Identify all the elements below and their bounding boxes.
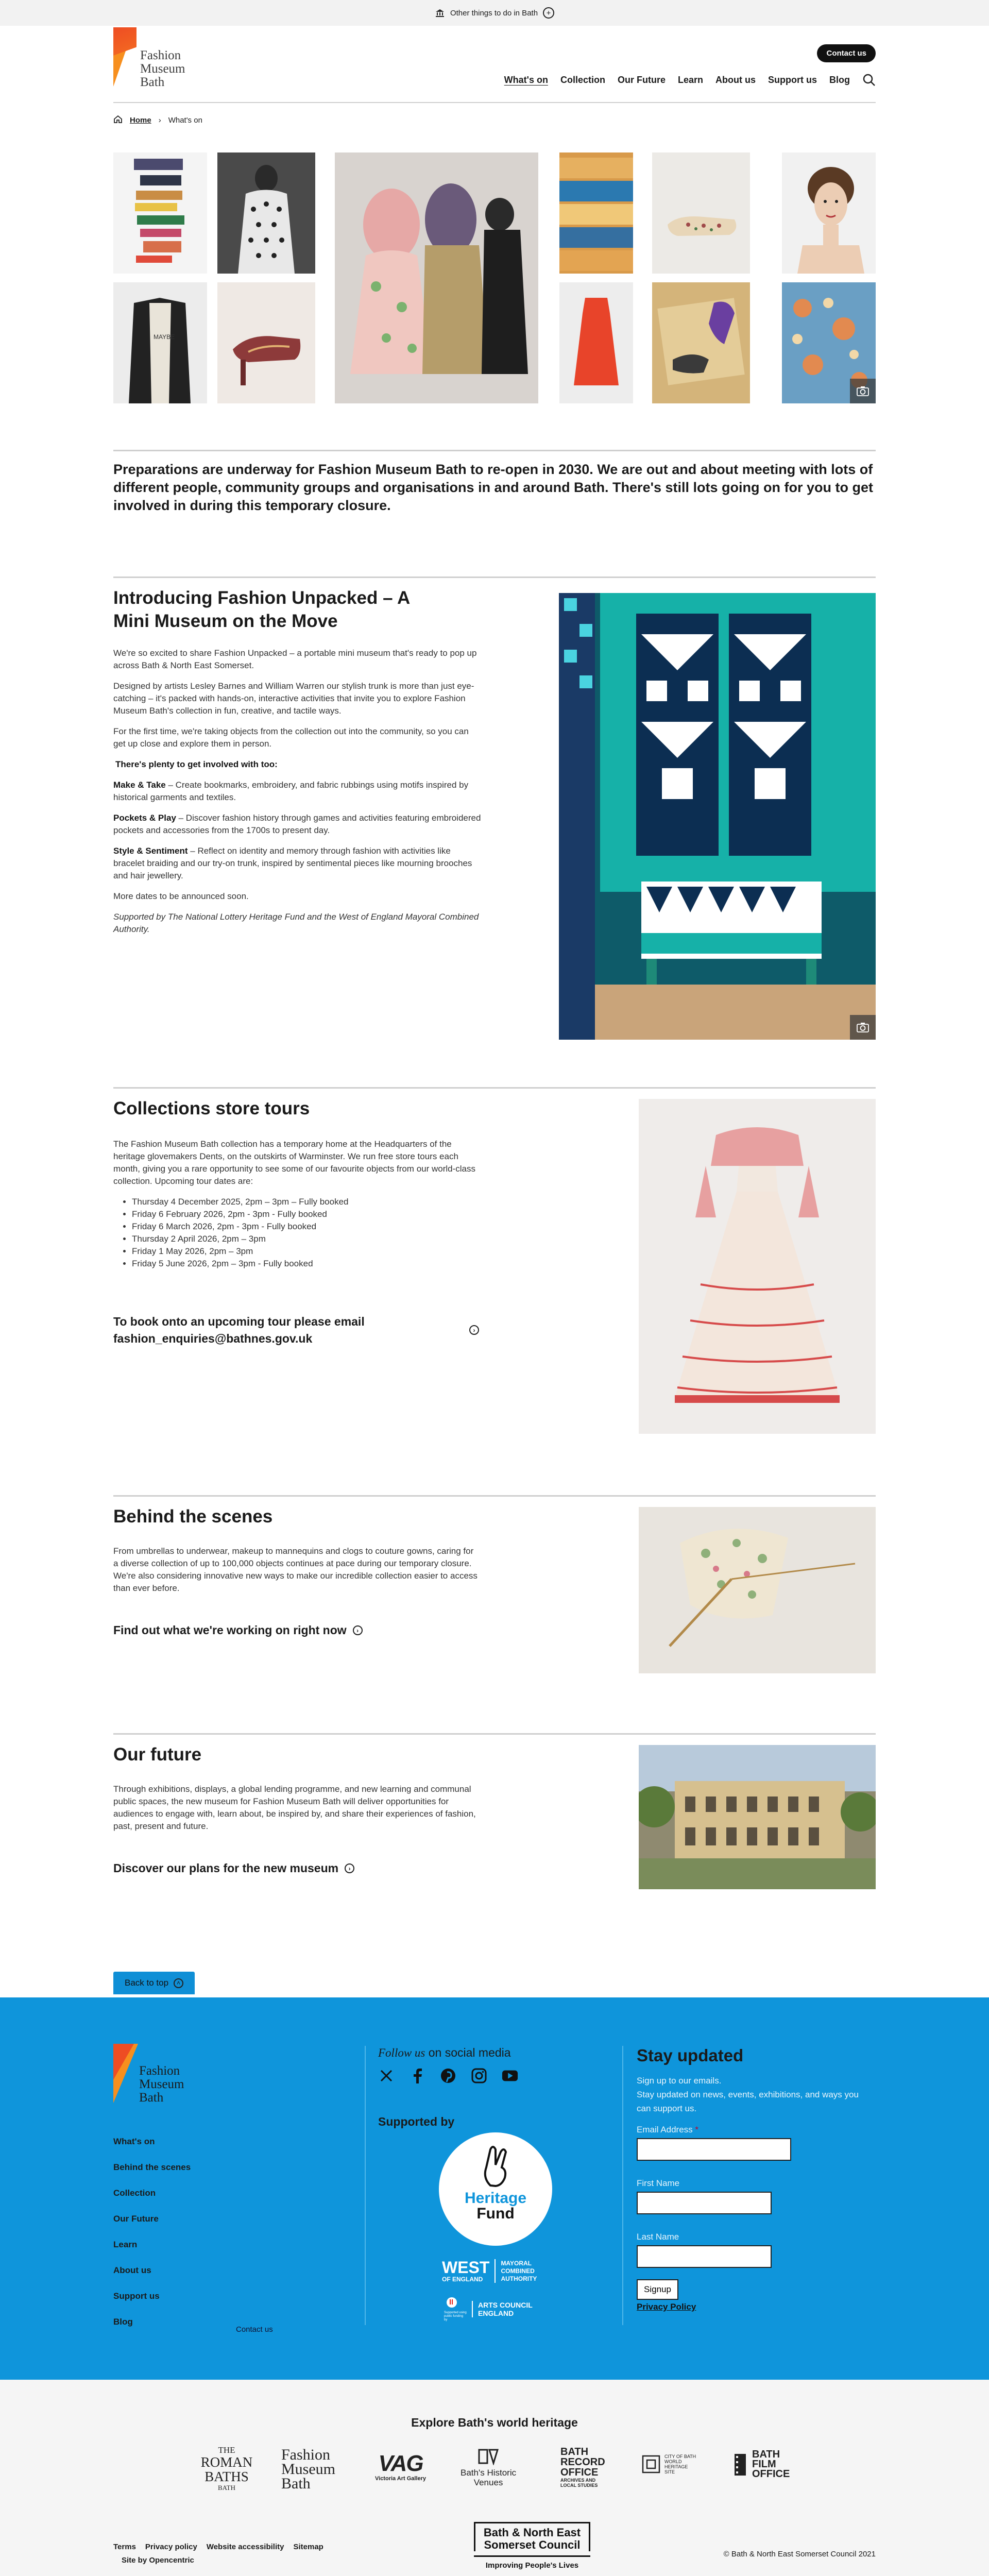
new-museum-building-image[interactable] (639, 1745, 876, 1889)
logo-text: OFFICE (560, 2467, 599, 2478)
logo-text: OFFICE (752, 2468, 790, 2480)
newsletter-text: Stay updated on news, events, exhibitions, and ways you can support us. (637, 2090, 859, 2113)
other-things-label: Other things to do in Bath (450, 8, 538, 18)
footer-link-collection[interactable]: Collection (113, 2188, 156, 2198)
image-gallery (113, 152, 876, 403)
email-field[interactable] (637, 2138, 791, 2161)
fashion-museum-logo[interactable] (281, 2448, 335, 2491)
home-icon (113, 114, 123, 126)
logo-text: BATHS (204, 2469, 249, 2484)
logo-mark-accent (113, 27, 137, 66)
world-heritage-site-logo[interactable] (642, 2454, 696, 2475)
activity-heading: Style & Sentiment (113, 846, 188, 856)
world-heritage-section (0, 2380, 989, 2576)
main-nav (504, 73, 876, 87)
book-tour-link[interactable] (113, 1313, 479, 1347)
youtube-icon[interactable] (502, 2067, 518, 2084)
arts-council-wordmark (472, 2301, 533, 2317)
activity-heading: Make & Take (113, 780, 166, 790)
legal-links (113, 2543, 323, 2551)
paragraph: Through exhibitions, displays, a global lending programme, and new learning and communal public spaces, the new museum for Fashion Museum Bath will deliver opportunities for audiences to engage with, learn about, be inspired by, and share their experiences of fashion, past, present and future. (113, 1784, 476, 1831)
arrow-right-circle-icon: › (353, 1625, 363, 1635)
floral-fabric-image[interactable] (782, 282, 876, 403)
activity-text: – Discover fashion history through games and activities featuring embroidered pockets and accessories from the 1700s to present day. (113, 813, 481, 835)
logo-text: LOCAL STUDIES (560, 2483, 598, 2488)
section-title: Behind the scenes (113, 1506, 273, 1527)
privacy-link[interactable]: Privacy policy (145, 2543, 197, 2551)
logo-text (140, 49, 185, 89)
logo-text (139, 2064, 184, 2105)
logo-text: Museum (281, 2461, 335, 2478)
logo-text: Venues (473, 2478, 503, 2487)
logo-text: HERITAGE (664, 2464, 688, 2469)
bhv-mark (477, 2448, 500, 2465)
link-label: Discover our plans for the new museum (113, 1861, 339, 1875)
signup-button[interactable]: Signup (637, 2279, 678, 2300)
victoria-art-gallery-logo[interactable] (375, 2452, 426, 2482)
paragraph: There's plenty to get involved with too: (115, 759, 278, 769)
section-title: Introducing Fashion Unpacked – A Mini Museum on the Move (113, 588, 410, 631)
tour-date: • Thursday 4 December 2025, 2pm – 3pm – Fully booked (132, 1196, 479, 1208)
gloves-image[interactable] (113, 152, 207, 274)
logo-text: ARCHIVES AND (560, 2478, 596, 2483)
logo-text: BATH (752, 2449, 780, 2460)
logo-line: Bath (139, 2091, 164, 2105)
bath-record-office-logo[interactable] (560, 2447, 605, 2488)
footer-contact-link[interactable]: Contact us (236, 2325, 273, 2334)
section-title: Collections store tours (113, 1098, 310, 1118)
weca-text: WEST (442, 2258, 490, 2277)
gloves-on-paper-image[interactable] (652, 282, 750, 403)
paragraph: Designed by artists Lesley Barnes and William Warren our stylish trunk is more than just eye-catching – it's packed with hands-on, interactive activities that invite you to explore Fashion Museum Bath's collection in fun, creative, and tactile ways. (113, 681, 474, 716)
parasol-image[interactable] (639, 1507, 876, 1673)
first-name-field[interactable] (637, 2192, 772, 2214)
nav-collection[interactable]: Collection (560, 74, 605, 85)
heritage-fund-logo[interactable] (439, 2132, 552, 2246)
breadcrumb-current: What's on (168, 115, 202, 125)
nav-about-us[interactable]: About us (715, 74, 756, 85)
heritage-fund-line: Fund (476, 2205, 515, 2222)
logo-text: Bath (281, 2475, 311, 2492)
nav-support-us[interactable]: Support us (768, 74, 817, 85)
paragraph: More dates to be announced soon. (113, 891, 249, 901)
logo-line: Bath (140, 75, 165, 89)
council-text: Bath & North East (483, 2526, 581, 2539)
x-twitter-icon[interactable] (378, 2067, 395, 2084)
site-logo[interactable] (113, 27, 196, 89)
footer-column-divider (622, 2046, 623, 2325)
newsletter-text: Sign up to our emails. (637, 2076, 722, 2086)
logo-text: THE (218, 2445, 235, 2455)
terms-link[interactable]: Terms (113, 2543, 136, 2551)
heritage-title: Explore Bath's world heritage (411, 2416, 578, 2429)
logo-text: WORLD (664, 2459, 682, 2464)
behind-scenes-link[interactable] (113, 1623, 363, 1637)
pinterest-icon[interactable] (440, 2067, 456, 2084)
sitemap-link[interactable]: Sitemap (293, 2543, 323, 2551)
footer-link-whats-on[interactable]: What's on (113, 2137, 155, 2146)
arts-council-text: ARTS COUNCIL (478, 2301, 533, 2309)
social-heading-text: on social media (425, 2046, 511, 2059)
weca-text: OF ENGLAND (442, 2276, 483, 2283)
social-heading (378, 2046, 511, 2060)
fashion-unpacked-section (113, 578, 876, 1087)
email-label (637, 2125, 874, 2135)
lottery-mark (444, 2296, 467, 2322)
copyright: © Bath & North East Somerset Council 2021 (723, 2550, 876, 2558)
activity-text: – Reflect on identity and memory through fashion with activities like bracelet braiding and our try-on trunk, inspired by sentimental pieces like mourning brooches and hair jewellery. (113, 846, 472, 880)
logo-text: BATH (560, 2446, 589, 2458)
lottery-hand-icon (444, 2296, 459, 2309)
breadcrumb-home[interactable]: Home (130, 115, 151, 125)
email-label-text: Email Address (637, 2125, 693, 2134)
contact-us-button[interactable]: Contact us (817, 44, 876, 62)
paragraph: From umbrellas to underwear, makeup to mannequins and clogs to couture gowns, caring for a diverse collection of up to 100,000 objects continues at pace during our temporary closure. We're also considering innovative new ways to make our incredible collection easier to access than ever before. (113, 1546, 478, 1593)
instagram-icon[interactable] (471, 2067, 487, 2084)
last-name-label: Last Name (637, 2232, 679, 2242)
arts-council-text: Supported using public funding by (444, 2311, 467, 2321)
paragraph: For the first time, we're taking objects from the collection out into the community, so you can get up close and explore them in person. (113, 726, 469, 749)
weca-text: COMBINED (501, 2267, 535, 2275)
section-body (113, 1138, 479, 1270)
arts-council-text: ENGLAND (478, 2309, 514, 2317)
logo-line: Fashion (140, 48, 181, 62)
back-to-top-label: Back to top (125, 1978, 169, 1988)
search-icon[interactable] (862, 73, 876, 87)
arts-council-logo[interactable] (444, 2296, 533, 2322)
arrow-right-circle-icon: › (469, 1325, 479, 1335)
social-heading-italic: Follow us (378, 2046, 425, 2059)
weca-logo[interactable] (442, 2259, 537, 2283)
paragraph (113, 845, 482, 882)
camera-icon[interactable] (850, 379, 876, 403)
camera-icon[interactable] (850, 1015, 876, 1040)
activity-heading: Pockets & Play (113, 813, 176, 823)
conservator-with-dresses-image[interactable] (335, 152, 538, 403)
polka-dot-dress-image[interactable] (217, 152, 315, 274)
tour-date: • Friday 1 May 2026, 2pm – 3pm (132, 1245, 479, 1258)
logo-text: Fashion (281, 2446, 331, 2463)
nav-our-future[interactable]: Our Future (617, 74, 666, 85)
section-title: Our future (113, 1744, 202, 1765)
roman-baths-logo[interactable] (196, 2446, 258, 2492)
footer-link-our-future[interactable]: Our Future (113, 2214, 159, 2224)
svg-text:MAYBE: MAYBE (154, 333, 175, 341)
accessibility-link[interactable]: Website accessibility (206, 2543, 284, 2551)
weca-authority-text (501, 2260, 537, 2283)
tour-date: • Friday 6 March 2026, 2pm - 3pm - Fully booked (132, 1221, 479, 1233)
fabric-rolls-image[interactable] (559, 152, 633, 274)
council-text: Somerset Council (484, 2538, 581, 2551)
logo-line: Museum (140, 62, 185, 76)
book-tour-email: fashion_enquiries@bathnes.gov.uk (113, 1332, 313, 1345)
plus-circle-icon: + (543, 7, 554, 19)
bfo-text (752, 2450, 790, 2479)
site-footer (0, 1997, 989, 2380)
paragraph (113, 779, 482, 804)
logo-line: Museum (139, 2077, 184, 2091)
logo-text: SITE (664, 2469, 675, 2475)
shoe-image[interactable] (652, 152, 750, 274)
baths-historic-venues-logo[interactable] (461, 2448, 516, 2487)
shoes-image[interactable] (217, 282, 315, 403)
weca-text: MAYORAL (501, 2259, 532, 2267)
nav-whats-on[interactable]: What's on (504, 74, 548, 85)
west-of-england-mark (442, 2259, 496, 2283)
section-body (113, 1545, 479, 1603)
required-marker: * (695, 2125, 699, 2134)
last-name-field[interactable] (637, 2245, 772, 2268)
footer-link-behind-scenes[interactable]: Behind the scenes (113, 2162, 191, 2172)
logo-text: VAG (378, 2451, 423, 2476)
newsletter-title: Stay updated (637, 2046, 744, 2065)
activity-text: – Create bookmarks, embroidery, and fabric rubbings using motifs inspired by historical garments and textiles. (113, 780, 469, 802)
future-plans-link[interactable] (113, 1861, 354, 1875)
whs-mark (642, 2455, 660, 2473)
victorian-dress-image[interactable] (639, 1099, 876, 1434)
footer-column-divider (365, 2046, 366, 2325)
tour-date: • Thursday 2 April 2026, 2pm – 3pm (132, 1233, 479, 1245)
fingers-crossed-icon (475, 2142, 516, 2188)
logo-mark (113, 2044, 138, 2103)
building-icon (435, 8, 445, 18)
council-name (474, 2522, 590, 2551)
fashion-unpacked-trunk-image[interactable] (559, 593, 876, 1040)
breadcrumb-separator: › (158, 115, 161, 125)
back-to-top-button[interactable] (113, 1972, 195, 1994)
supported-by-heading: Supported by (378, 2115, 455, 2128)
bath-film-office-logo[interactable] (734, 2450, 790, 2479)
arrow-up-circle-icon: ˄ (174, 1978, 183, 1988)
whs-text (664, 2454, 696, 2475)
link-label: Find out what we're working on right now (113, 1623, 347, 1637)
site-by-link[interactable]: Site by Opencentric (122, 2556, 194, 2565)
mannequin-head-image[interactable] (782, 152, 876, 274)
back-to-top-wrap (113, 1972, 876, 1997)
weca-text: AUTHORITY (501, 2275, 537, 2282)
jacket-image[interactable] (113, 282, 207, 403)
footer-link-blog[interactable]: Blog (113, 2317, 133, 2327)
first-name-label: First Name (637, 2178, 680, 2188)
other-things-bar[interactable] (0, 0, 989, 26)
logo-line: Fashion (139, 2064, 180, 2078)
logo-text: FILM (752, 2459, 776, 2470)
section-body (113, 1783, 479, 1841)
footer-link-learn[interactable]: Learn (113, 2240, 138, 2249)
film-mark (734, 2453, 747, 2477)
tour-dates-list (113, 1196, 479, 1270)
paragraph: We're so excited to share Fashion Unpacked – a portable mini museum that's ready to pop up across Bath & North East Somerset. (113, 648, 477, 670)
logo-text: BATH (218, 2484, 235, 2492)
footer-link-about-us[interactable]: About us (113, 2265, 151, 2275)
paragraph: The Fashion Museum Bath collection has a temporary home at the Headquarters of the heritage glovemakers Dents, on the outskirts of Warminster. We run free store tours each month, giving you a rare opportunity to see some of our favourite objects from our world-class collection. Upcoming tour dates are: (113, 1139, 476, 1186)
nav-blog[interactable]: Blog (829, 74, 850, 85)
nav-learn[interactable]: Learn (677, 74, 703, 85)
council-logo[interactable] (474, 2522, 590, 2570)
privacy-policy-link[interactable]: Privacy Policy (637, 2302, 696, 2312)
newsletter-description (637, 2074, 874, 2115)
logo-text: ROMAN (200, 2454, 253, 2470)
tour-date: • Friday 6 February 2026, 2pm - 3pm - Fully booked (132, 1208, 479, 1221)
tour-date: • Friday 5 June 2026, 2pm – 3pm - Fully booked (132, 1258, 479, 1270)
arrow-right-circle-icon: › (345, 1863, 354, 1873)
logo-text: Bath's Historic (461, 2468, 517, 2478)
paragraph: Supported by The National Lottery Heritage Fund and the West of England Mayoral Combined Authority. (113, 912, 479, 934)
paragraph (113, 812, 482, 837)
site-header (113, 26, 876, 103)
logo-text: CITY OF BATH (664, 2454, 696, 2459)
intro-statement: Preparations are underway for Fashion Museum Bath to re-open in 2030. We are out and about meeting with lots of different people, community groups and organisations in and around Bath. There's still lots going on for you to get involved in during this temporary closure. (113, 462, 873, 513)
social-links (378, 2067, 518, 2084)
newsletter-signup (637, 2046, 874, 2312)
footer-links (113, 2137, 191, 2343)
facebook-icon[interactable] (409, 2067, 425, 2084)
red-dress-image[interactable] (559, 282, 633, 403)
heritage-fund-line: Heritage (464, 2190, 527, 2207)
council-tagline: Improving People's Lives (474, 2555, 590, 2570)
logo-text: RECORD (560, 2456, 605, 2468)
footer-logo[interactable] (113, 2044, 196, 2106)
section-body (113, 647, 482, 944)
book-tour-line: To book onto an upcoming tour please email (113, 1315, 365, 1328)
logo-text: Victoria Art Gallery (375, 2476, 427, 2482)
footer-link-support-us[interactable]: Support us (113, 2291, 160, 2301)
behind-scenes-section (113, 1497, 876, 1733)
store-tours-section (113, 1089, 876, 1495)
breadcrumb (113, 103, 876, 137)
our-future-section (113, 1735, 876, 1972)
